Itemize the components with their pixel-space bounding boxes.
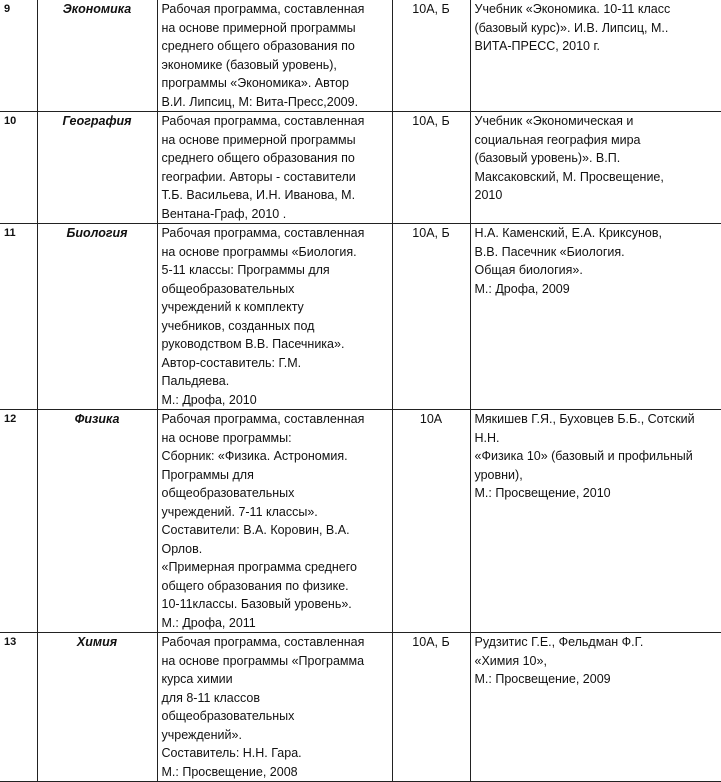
class-list: 10А, Б	[392, 112, 470, 224]
program-description: Рабочая программа, составленная на основе примерной программы среднего общего образования по географии. Авторы - составители Т.Б. Васильева, И.Н. Иванова, М. Вентана-Граф, 2010 .	[157, 112, 392, 224]
row-number: 12	[0, 410, 37, 633]
table-row	[0, 0, 721, 112]
row-number: 11	[0, 224, 37, 410]
subject-name: Химия	[37, 633, 157, 782]
program-description: Рабочая программа, составленная на основе программы «Биология. 5-11 классы: Программы для общеобразовательных учреждений к комплекту учебников, созданных под руководством В.В. Пасечника». Автор-составитель: Г.М. Пальдяева. М.: Дрофа, 2010	[157, 224, 392, 410]
class-list: 10А, Б	[392, 224, 470, 410]
class-list: 10А, Б	[392, 0, 470, 112]
table-row	[0, 410, 721, 633]
table-row	[0, 112, 721, 224]
textbook-description: Мякишев Г.Я., Буховцев Б.Б., Сотский Н.Н. «Физика 10» (базовый и профильный уровни), М.: Просвещение, 2010	[470, 410, 721, 633]
subject-name: Физика	[37, 410, 157, 633]
class-list: 10А	[392, 410, 470, 633]
program-description: Рабочая программа, составленная на основе примерной программы среднего общего образования по экономике (базовый уровень), программы «Экономика». Автор В.И. Липсиц, М: Вита-Пресс,2009.	[157, 0, 392, 112]
textbook-description: Н.А. Каменский, Е.А. Криксунов, В.В. Пасечник «Биология. Общая биология». М.: Дрофа, 2009	[470, 224, 721, 410]
textbook-description: Рудзитис Г.Е., Фельдман Ф.Г. «Химия 10», М.: Просвещение, 2009	[470, 633, 721, 782]
class-list: 10А, Б	[392, 633, 470, 782]
table-row	[0, 633, 721, 782]
subject-name: Биология	[37, 224, 157, 410]
textbook-description: Учебник «Экономика. 10-11 класс (базовый курс)». И.В. Липсиц, М.. ВИТА-ПРЕСС, 2010 г.	[470, 0, 721, 112]
textbook-description: Учебник «Экономическая и социальная география мира (базовый уровень)». В.П. Максаковский, М. Просвещение, 2010	[470, 112, 721, 224]
program-description: Рабочая программа, составленная на основе программы: Сборник: «Физика. Астрономия. Программы для общеобразовательных учреждений. 7-11 классы». Составители: В.А. Коровин, В.А. Орлов. «Примерная программа среднего общего образования по физике. 10-11классы. Базовый уровень». М.: Дрофа, 2011	[157, 410, 392, 633]
program-description: Рабочая программа, составленная на основе программы «Программа курса химии для 8-11 классов общеобразовательных учреждений». Составитель: Н.Н. Гара. М.: Просвещение, 2008	[157, 633, 392, 782]
subject-name: География	[37, 112, 157, 224]
table-row	[0, 224, 721, 410]
subject-name: Экономика	[37, 0, 157, 112]
row-number: 9	[0, 0, 37, 112]
row-number: 13	[0, 633, 37, 782]
row-number: 10	[0, 112, 37, 224]
